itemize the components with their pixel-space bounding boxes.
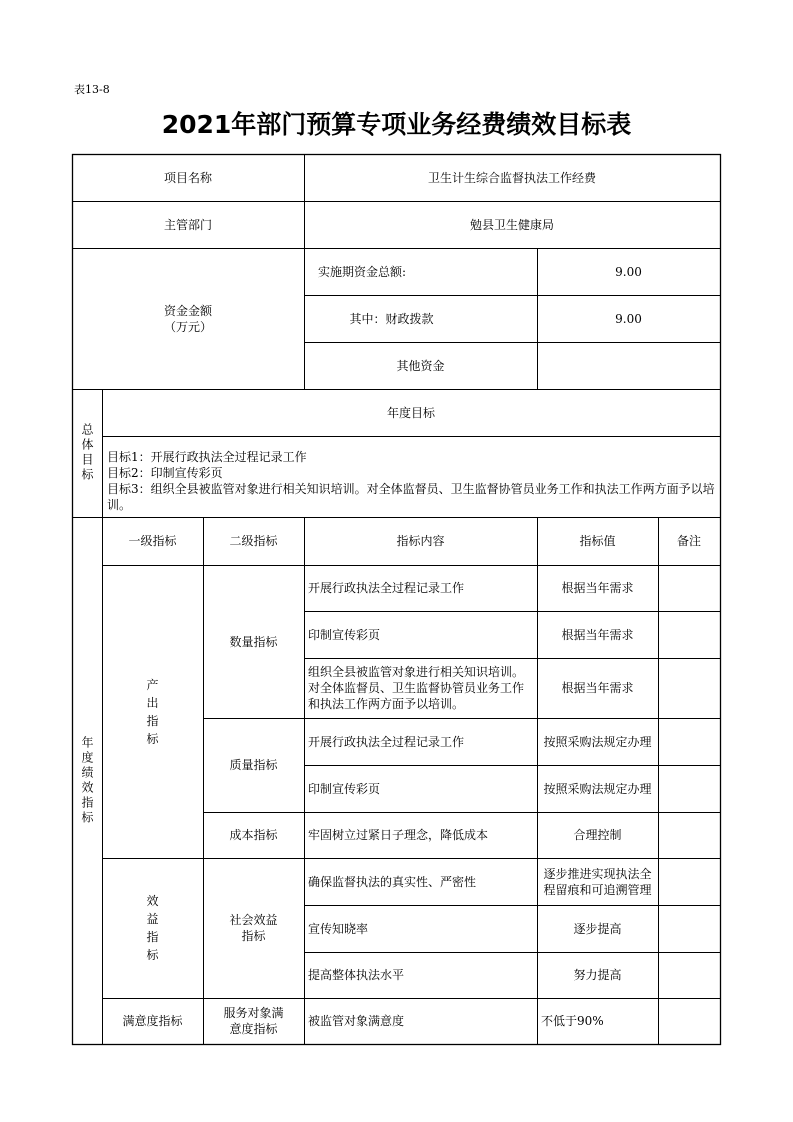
- quality-indicator-label: 质量指标: [229, 758, 278, 772]
- dept-label: 主管部门: [163, 217, 212, 232]
- indicator-content: 组织全县被监管对象进行相关知识培训。对全体监督员、卫生监督协管员业务工作和执法工作两方面予以培训。: [308, 665, 525, 711]
- indicator-value: 逐步推进实现执法全程留痕和可追溯管理: [543, 866, 652, 897]
- indicator-value: 根据当年需求: [561, 681, 634, 695]
- indicator-content: 印制宣传彩页: [308, 627, 381, 642]
- indicator-content: 被监管对象满意度: [308, 1014, 405, 1028]
- header-level1: 一级指标: [128, 534, 177, 548]
- annual-goal-label: 年度目标: [386, 405, 435, 420]
- header-note: 备注: [676, 534, 701, 548]
- header-content: 指标内容: [396, 534, 445, 548]
- indicator-value: 按照采购法规定办理: [543, 734, 652, 749]
- funds-label: [72, 248, 304, 389]
- cost-indicator-label: 成本指标: [229, 828, 278, 842]
- overall-goal-side-label: 总体目标: [80, 423, 94, 483]
- project-name-label: 项目名称: [163, 170, 212, 185]
- indicator-content: 印制宣传彩页: [308, 781, 381, 796]
- indicator-content: 宣传知晓率: [308, 921, 369, 936]
- indicator-content: 确保监督执法的真实性、严密性: [308, 874, 477, 889]
- indicator-content: 开展行政执法全过程记录工作: [308, 581, 465, 595]
- goal-item: 目标2：印制宣传彩页: [107, 466, 223, 480]
- performance-side-label: 年度绩效指标: [80, 735, 94, 826]
- other-funds-value: [537, 342, 720, 389]
- output-indicator-label: 产出指标: [146, 677, 159, 746]
- indicator-value: 合理控制: [573, 828, 622, 842]
- other-funds-label: 其他资金: [396, 358, 445, 373]
- table-number-label: 表13-8: [74, 83, 110, 96]
- quantity-indicator-label: 数量指标: [229, 634, 278, 649]
- indicator-value: 努力提高: [573, 968, 622, 982]
- benefit-indicator-label: 效益指标: [146, 894, 159, 962]
- indicator-value: 根据当年需求: [561, 581, 634, 595]
- indicator-content: 提高整体执法水平: [308, 968, 405, 982]
- goal-item: 目标1：开展行政执法全过程记录工作: [107, 450, 307, 464]
- fiscal-funds-value: 9.00: [615, 311, 642, 326]
- indicator-value: 不低于90%: [541, 1014, 604, 1028]
- social-indicator-label: 社会效益指标: [229, 913, 278, 943]
- total-funds-value: 9.00: [615, 264, 642, 279]
- total-funds-label: 实施期资金总额:: [317, 264, 407, 279]
- page-title: 2021年部门预算专项业务经费绩效目标表: [161, 110, 632, 139]
- funds-label-line1: 资金金额: [163, 303, 212, 318]
- header-level2: 二级指标: [229, 534, 278, 548]
- indicator-content: 开展行政执法全过程记录工作: [308, 734, 465, 749]
- indicator-content: 牢固树立过紧日子理念，降低成本: [308, 828, 489, 842]
- dept-value: 勉县卫生健康局: [469, 217, 554, 232]
- indicator-value: 根据当年需求: [561, 627, 634, 642]
- project-name-value: 卫生计生综合监督执法工作经费: [427, 170, 596, 185]
- service-satisfaction-label: 服务对象满意度指标: [223, 1006, 284, 1036]
- goal-item: 目标3：组织全县被监管对象进行相关知识培训。对全体监督员、卫生监督协管员业务工作和执法工作两方面予以培训。: [107, 482, 715, 512]
- goal-list: [107, 449, 717, 513]
- indicator-value: 按照采购法规定办理: [543, 781, 652, 796]
- indicator-value: 逐步提高: [573, 921, 622, 936]
- fiscal-funds-label: 其中：财政拨款: [349, 311, 434, 326]
- header-value: 指标值: [579, 534, 616, 548]
- funds-label-line2: （万元）: [163, 319, 212, 334]
- satisfaction-indicator-label: 满意度指标: [122, 1014, 183, 1028]
